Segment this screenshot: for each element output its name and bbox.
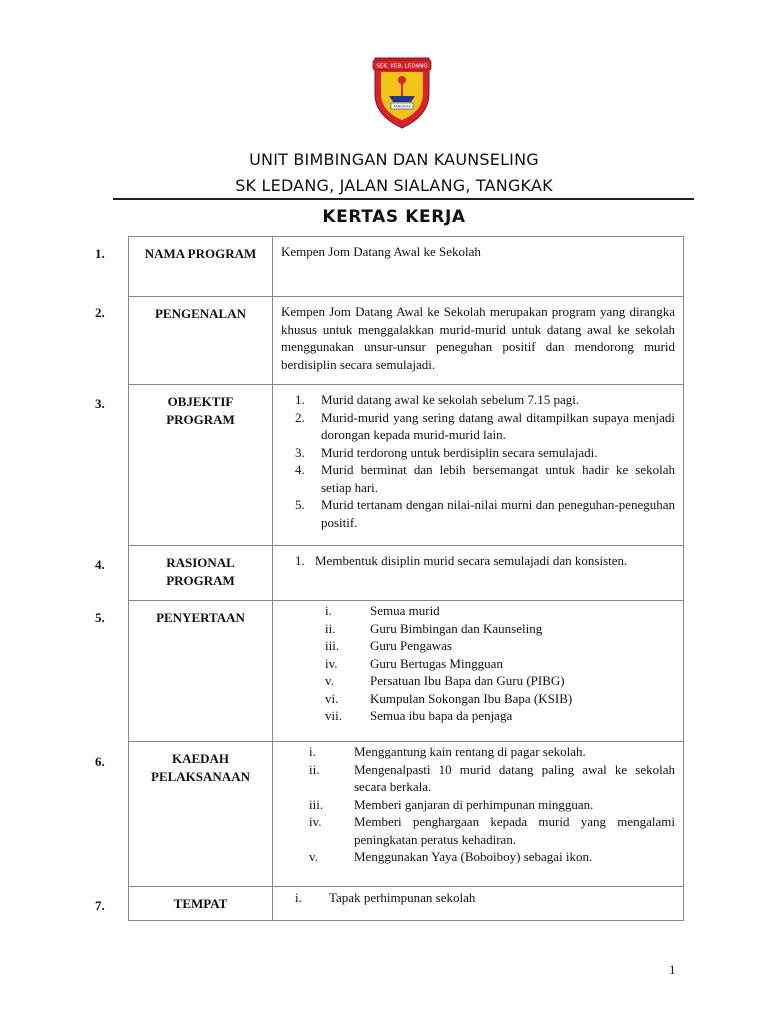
list-marker: 1. — [295, 553, 305, 568]
list-item — [309, 743, 675, 761]
list-item — [295, 444, 675, 462]
list-item — [325, 637, 675, 655]
list-text: Memberi penghargaan kepada murid yang mengalami peningkatan peratus kehadiran. — [354, 814, 675, 847]
objective-list — [295, 391, 675, 531]
list-item — [295, 461, 675, 496]
value-cell — [273, 887, 684, 921]
label-cell — [129, 887, 273, 921]
row-label: TEMPAT — [173, 896, 228, 911]
label-cell — [129, 297, 273, 385]
list-item — [325, 655, 675, 673]
value-cell — [273, 546, 684, 601]
list-item — [295, 391, 675, 409]
list-text: Menggantung kain rentang di pagar sekolah. — [354, 744, 586, 759]
value-cell — [273, 742, 684, 887]
rationale-list — [295, 552, 675, 570]
list-marker: iv. — [325, 655, 338, 671]
list-text: Kumpulan Sokongan Ibu Bapa (KSIB) — [370, 690, 573, 706]
list-text: Guru Pengawas — [370, 638, 452, 653]
list-marker: 1. — [295, 392, 305, 407]
row-number-2: 2. — [95, 305, 105, 320]
list-marker: iii. — [325, 638, 340, 653]
table-row — [129, 297, 684, 385]
list-item — [309, 761, 675, 796]
list-marker: 2. — [295, 409, 305, 425]
row-label: PENYERTAAN — [156, 610, 245, 625]
program-name: Kempen Jom Datang Awal ke Sekolah — [281, 244, 481, 259]
list-item — [325, 602, 675, 620]
row-number-6: 6. — [95, 754, 105, 769]
introduction-text: Kempen Jom Datang Awal ke Sekolah merupakan program yang dirangka khusus untuk menggalakkan murid-murid untuk datang awal ke sekolah menggunakan unsur-unsur peneguhan positif dan mendorong murid berdisiplin secara semulajadi. — [281, 304, 675, 372]
document-title: KERTAS KERJA — [322, 207, 466, 227]
svg-text:SEK. KEB. LEDANG: SEK. KEB. LEDANG — [376, 63, 428, 70]
list-text: Memberi ganjaran di perhimpunan mingguan. — [354, 796, 594, 812]
row-label: RASIONAL PROGRAM — [166, 555, 235, 588]
proposal-table — [128, 236, 684, 921]
list-marker: vi. — [325, 690, 339, 706]
label-cell — [129, 385, 273, 546]
list-marker: iv. — [309, 814, 322, 829]
list-text: Tapak perhimpunan sekolah — [329, 890, 476, 905]
row-number-7: 7. — [95, 898, 105, 913]
list-marker: 5. — [295, 497, 305, 512]
list-text: Mengenalpasti 10 murid datang paling awal ke sekolah secara berkala. — [354, 761, 675, 794]
list-text: Membentuk disiplin murid secara semulajadi dan konsisten. — [315, 553, 628, 568]
list-text: Menggunakan Yaya (Boboiboy) sebagai ikon. — [354, 849, 593, 864]
table-row — [129, 546, 684, 601]
label-cell — [129, 237, 273, 297]
header-divider — [113, 198, 694, 200]
page-number: 1 — [669, 962, 676, 977]
list-marker: i. — [325, 603, 332, 618]
list-marker: 3. — [295, 444, 305, 460]
list-marker: v. — [325, 673, 334, 688]
row-number-5: 5. — [95, 610, 105, 625]
value-cell — [273, 601, 684, 742]
list-item — [295, 409, 675, 444]
list-text: Murid tertanam dengan nilai-nilai murni dan peneguhan-peneguhan positif. — [321, 497, 675, 530]
list-item — [325, 690, 675, 708]
participant-list — [325, 602, 675, 725]
label-cell — [129, 546, 273, 601]
list-item — [295, 496, 675, 531]
list-item — [295, 552, 675, 570]
row-number-1: 1. — [95, 246, 105, 261]
unit-heading: UNIT BIMBINGAN DAN KAUNSELING — [249, 150, 539, 169]
table-row — [129, 742, 684, 887]
list-text: Semua ibu bapa da penjaga — [370, 708, 513, 723]
value-cell — [273, 237, 684, 297]
list-marker: v. — [309, 849, 318, 864]
venue-list — [295, 889, 675, 907]
table-row — [129, 385, 684, 546]
svg-text:TANGKAK: TANGKAK — [393, 103, 411, 109]
school-heading: SK LEDANG, JALAN SIALANG, TANGKAK — [235, 176, 553, 195]
list-text: Murid-murid yang sering datang awal ditampilkan supaya menjadi dorongan kepada murid-murid lain. — [321, 409, 675, 442]
implementation-list — [309, 743, 675, 866]
row-label: KAEDAH PELAKSANAAN — [151, 751, 250, 784]
list-text: Guru Bimbingan dan Kaunseling — [370, 620, 543, 636]
list-text: Murid berminat dan lebih bersemangat untuk hadir ke sekolah setiap hari. — [321, 462, 675, 495]
list-item — [325, 620, 675, 638]
row-label: NAMA PROGRAM — [144, 246, 257, 261]
table-row — [129, 601, 684, 742]
list-text: Murid datang awal ke sekolah sebelum 7.15 pagi. — [321, 392, 580, 407]
school-crest-logo — [367, 50, 437, 130]
list-marker: iii. — [309, 796, 324, 812]
list-item — [325, 707, 675, 725]
row-number-3: 3. — [95, 396, 105, 411]
list-item — [325, 672, 675, 690]
list-item — [309, 848, 675, 866]
label-cell — [129, 601, 273, 742]
label-cell — [129, 742, 273, 887]
list-marker: 4. — [295, 462, 305, 477]
value-cell — [273, 385, 684, 546]
row-label: PENGENALAN — [154, 306, 246, 321]
table-row — [129, 887, 684, 921]
list-marker: vii. — [325, 708, 342, 723]
list-marker: i. — [309, 744, 316, 759]
table-row — [129, 237, 684, 297]
list-text: Murid terdorong untuk berdisiplin secara semulajadi. — [321, 444, 598, 460]
value-cell — [273, 297, 684, 385]
list-text: Persatuan Ibu Bapa dan Guru (PIBG) — [370, 673, 565, 688]
list-text: Semua murid — [370, 603, 440, 618]
list-marker: i. — [295, 890, 302, 905]
list-marker: ii. — [325, 620, 336, 636]
list-item — [309, 796, 675, 814]
list-item — [309, 813, 675, 848]
list-item — [295, 889, 675, 907]
list-marker: ii. — [309, 761, 320, 777]
list-text: Guru Bertugas Mingguan — [370, 655, 503, 671]
row-label: OBJEKTIF PROGRAM — [166, 394, 235, 427]
row-number-4: 4. — [95, 557, 105, 572]
